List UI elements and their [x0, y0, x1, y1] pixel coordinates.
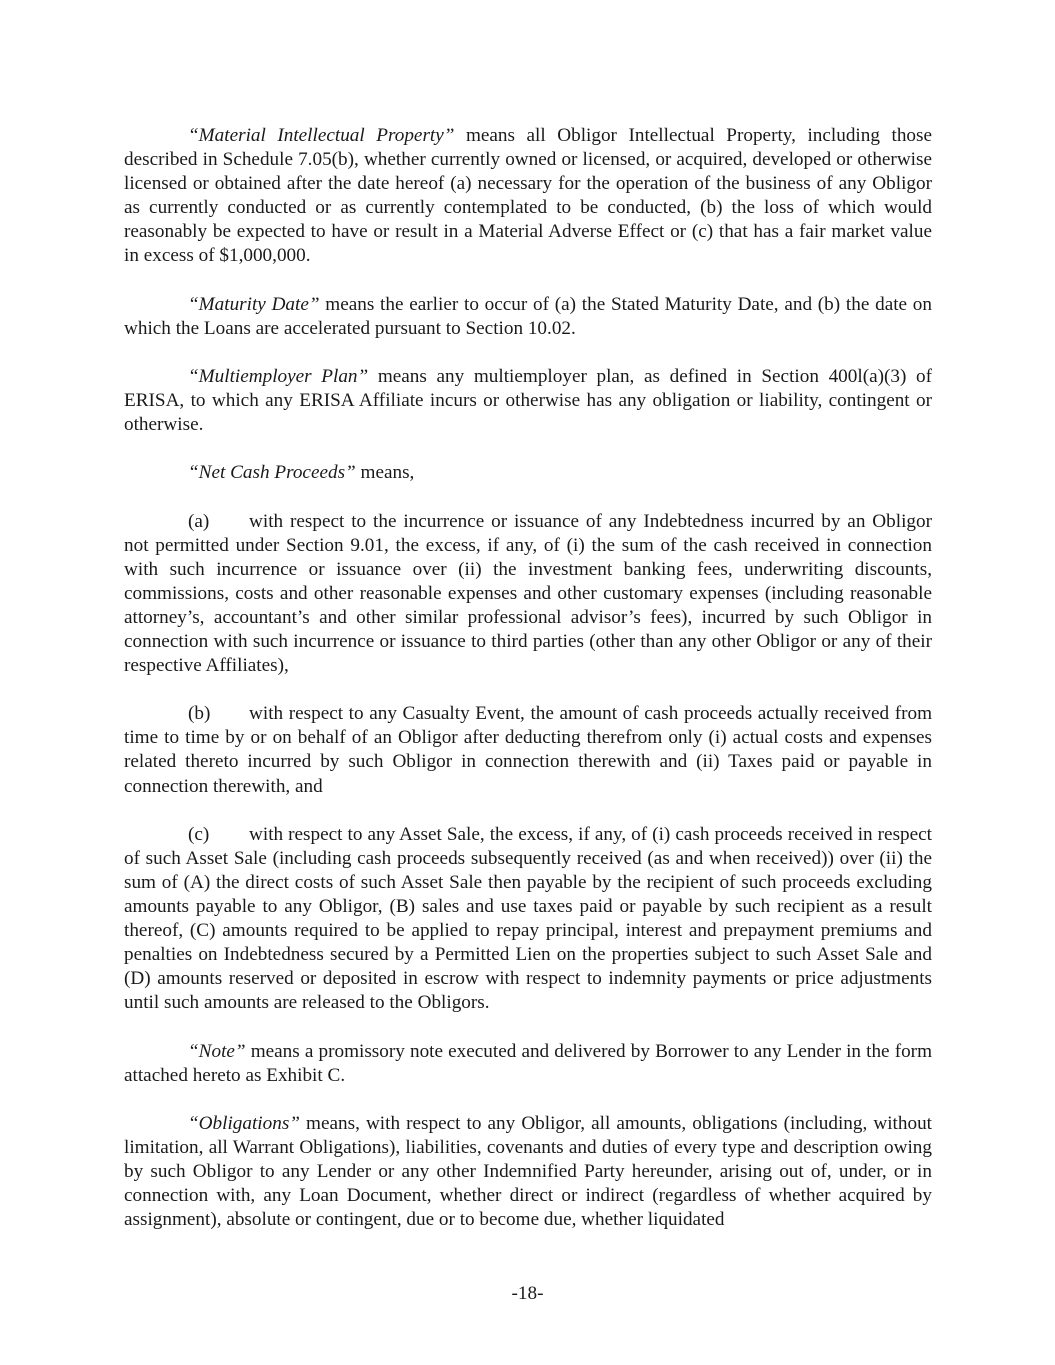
definition-obligations	[124, 1112, 932, 1232]
clause-label: (c)	[188, 823, 210, 845]
clause-label: (a)	[188, 510, 210, 532]
defined-term: “Note”	[188, 1040, 246, 1062]
definition-material-intellectual-property	[124, 124, 932, 269]
document-body	[124, 124, 932, 1232]
definition-note	[124, 1040, 932, 1088]
clause-a	[124, 510, 932, 679]
clause-label: (b)	[188, 703, 211, 725]
clause-c	[124, 823, 932, 1016]
defined-term: “Material Intellectual Property”	[188, 125, 455, 146]
definition-text: means,	[355, 462, 415, 484]
clause-text: with respect to the incurrence or issuance of any Indebtedness incurred by an Obligor not permitted under Section 9.01, the excess, if any, of (i) the sum of the cash received in connection with such incurrence or issuance over (ii) the investment banking fees, underwriting discounts, commissions, costs and other reasonable expenses and other customary expenses (including reasonable attorney’s, accountant’s and other similar professional advisor’s fees), incurred by such Obligor in connection with such incurrence or issuance to third parties (other than any other Obligor or any of their respective Affiliates),	[124, 510, 932, 677]
defined-term: “Multiemployer Plan”	[188, 365, 369, 387]
clause-text: with respect to any Asset Sale, the excess, if any, of (i) cash proceeds received in respect of such Asset Sale (including cash proceeds subsequently received (as and when received)) over (ii) the sum of (A) the direct costs of such Asset Sale then payable by the recipient of such proceeds excluding amounts payable to any Obligor, (B) sales and use taxes paid or payable by such recipient as a result thereof, (C) amounts required to be applied to repay principal, interest and prepayment premiums and penalties on Indebtedness secured by a Permitted Lien on the properties subject to such Asset Sale and (D) amounts reserved or deposited in escrow with respect to indemnity payments or price adjustments until such amounts are released to the Obligors.	[124, 823, 932, 1014]
definition-multiemployer-plan	[124, 365, 932, 437]
definition-text: means all Obligor Intellectual Property, including those described in Schedule 7.05(b), whether currently owned or licensed, or acquired, developed or otherwise licensed or obtained after the date hereof (a) necessary for the operation of the business of any Obligor as currently conducted or as currently contemplated to be conducted, (b) the loss of which would reasonably be expected to have or result in a Material Adverse Effect or (c) that has a fair market value in excess of $1,000,000.	[124, 125, 932, 267]
clause-b	[124, 702, 932, 798]
clause-text: with respect to any Casualty Event, the amount of cash proceeds actually received from time to time by or on behalf of an Obligor after deducting therefrom only (i) actual costs and expenses related thereto incurred by such Obligor in connection therewith and (ii) Taxes paid or payable in connection therewith, and	[124, 703, 932, 797]
page-number: -18-	[511, 1283, 544, 1304]
definition-text: means any multiemployer plan, as defined in Section 400l(a)(3) of ERISA, to which any ERISA Affiliate incurs or otherwise has any obligation or liability, contingent or otherwise.	[124, 365, 932, 436]
definition-text: means the earlier to occur of (a) the Stated Maturity Date, and (b) the date on which the Loans are accelerated pursuant to Section 10.02.	[124, 293, 932, 339]
definition-text: means, with respect to any Obligor, all amounts, obligations (including, without limitation, all Warrant Obligations), liabilities, covenants and duties of every type and description owing by such Obligor to any Lender or any other Indemnified Party hereunder, arising out of, under, or in connection with, any Loan Document, whether direct or indirect (regardless of whether acquired by assignment), absolute or contingent, due or to become due, whether liquidated	[124, 1112, 932, 1231]
defined-term: “Maturity Date”	[188, 293, 320, 315]
defined-term: “Net Cash Proceeds”	[188, 462, 356, 484]
definition-maturity-date	[124, 293, 932, 341]
definition-net-cash-proceeds	[124, 461, 932, 485]
defined-term: “Obligations”	[188, 1112, 300, 1134]
definition-text: means a promissory note executed and delivered by Borrower to any Lender in the form attached hereto as Exhibit C.	[124, 1040, 932, 1086]
